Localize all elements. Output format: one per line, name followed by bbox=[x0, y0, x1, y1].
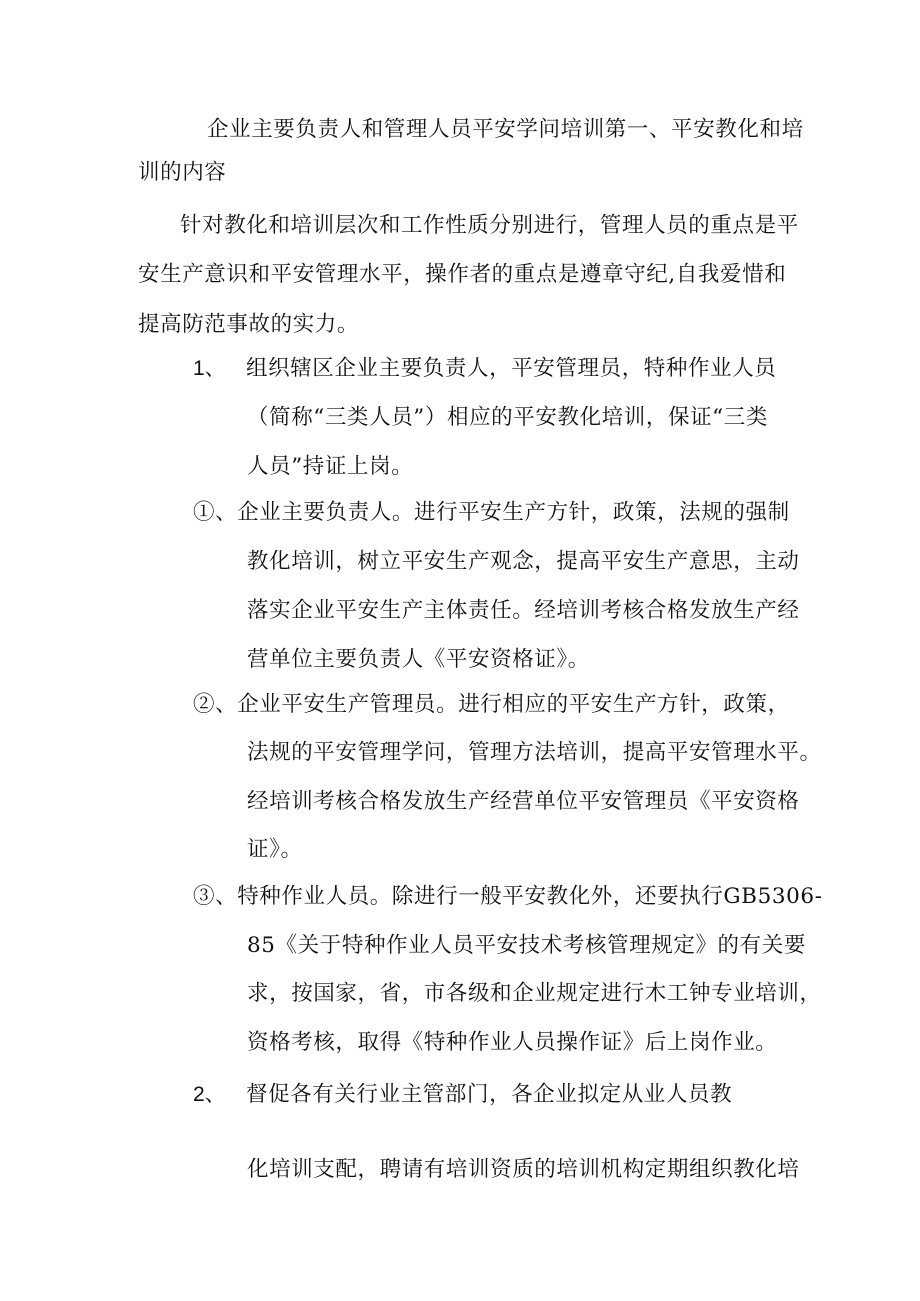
sub-item-1-line-4: 营单位主要负责人《平安资格证》。 bbox=[247, 647, 590, 672]
item-1-line-1: 组织辖区企业主要负责人，平安管理员，特种作业人员 bbox=[246, 356, 777, 381]
sub-item-2-line-2: 法规的平安管理学问，管理方法培训，提高平安管理水平。 bbox=[247, 740, 822, 765]
sub-item-3-line-2: 85《关于特种作业人员平安技术考核管理规定》的有关要 bbox=[247, 933, 806, 958]
sub-item-3-line-1: ③、特种作业人员。除进行一般平安教化外，还要执行GB5306- bbox=[193, 884, 823, 909]
sub-item-1-line-3: 落实企业平安生产主体责任。经培训考核合格发放生产经 bbox=[247, 598, 800, 623]
item-2-number: 2、 bbox=[193, 1083, 226, 1106]
document-title-line-2: 训的内容 bbox=[138, 160, 227, 185]
sub-item-2-line-3: 经培训考核合格发放生产经营单位平安管理员《平安资格 bbox=[247, 789, 800, 814]
sub-item-2-line-4: 证》。 bbox=[247, 837, 303, 862]
item-2-line-2: 化培训支配，聘请有培训资质的培训机构定期组织教化培 bbox=[247, 1157, 800, 1182]
intro-line-3: 提高防范事故的实力。 bbox=[138, 312, 360, 337]
sub-item-2-line-1: ②、企业平安生产管理员。进行相应的平安生产方针，政策， bbox=[193, 692, 790, 717]
intro-line-1: 针对教化和培训层次和工作性质分别进行，管理人员的重点是平 bbox=[180, 213, 799, 238]
document-title-line-1: 企业主要负责人和管理人员平安学问培训第一、平安教化和培 bbox=[207, 117, 804, 142]
item-1-line-2: （简称“三类人员”）相应的平安教化培训，保证“三类 bbox=[247, 405, 768, 430]
sub-item-3-line-3: 求，按国家，省，市各级和企业规定进行木工钟专业培训， bbox=[247, 981, 822, 1006]
sub-item-3-line-4: 资格考核，取得《特种作业人员操作证》后上岗作业。 bbox=[247, 1030, 778, 1055]
sub-item-1-line-1: ①、企业主要负责人。进行平安生产方针，政策，法规的强制 bbox=[193, 500, 790, 525]
intro-line-2: 安生产意识和平安管理水平，操作者的重点是遵章守纪,自我爱惜和 bbox=[138, 262, 787, 287]
item-1-line-3: 人员”持证上岗。 bbox=[247, 454, 414, 479]
item-2-line-1: 督促各有关行业主管部门，各企业拟定从业人员教 bbox=[246, 1082, 733, 1107]
item-1-number: 1、 bbox=[193, 357, 226, 380]
sub-item-1-line-2: 教化培训，树立平安生产观念，提高平安生产意思，主动 bbox=[247, 549, 800, 574]
